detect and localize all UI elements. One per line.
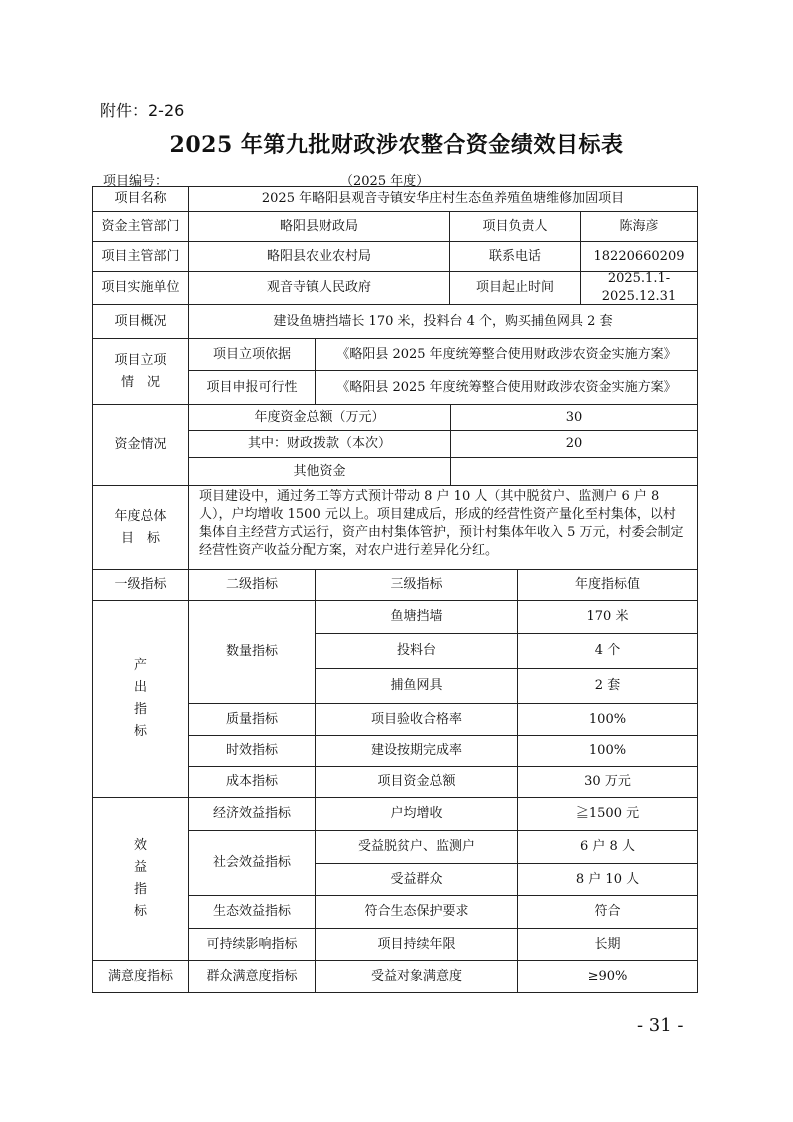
- period-value: 2025.1.1-2025.12.31: [580, 271, 698, 305]
- sustainability-indicator-value: 长期: [517, 928, 698, 961]
- output-char-3: 指: [133, 702, 147, 717]
- goal-label: [92, 485, 189, 570]
- sustainability-indicator-name: 项目持续年限: [315, 928, 518, 961]
- project-dept-value: 略阳县农业农村局: [188, 241, 450, 272]
- benefit-char-1: 效: [133, 838, 147, 853]
- feasibility-label: 项目申报可行性: [188, 370, 316, 405]
- approval-basis-value: 《略阳县 2025 年度统筹整合使用财政涉农资金实施方案》: [315, 338, 698, 371]
- satisfaction-level2-label: 群众满意度指标: [188, 960, 316, 993]
- output-char-1: 产: [133, 658, 147, 673]
- overview-value: 建设鱼塘挡墙长 170 米，投料台 4 个，购买捕鱼网具 2 套: [188, 304, 698, 339]
- fund-dept-label: 资金主管部门: [92, 211, 189, 242]
- quality-indicator-name: 项目验收合格率: [315, 703, 518, 736]
- goal-text: 项目建设中，通过务工等方式预计带动 8 户 10 人（其中脱贫户、监测户 6 户 8 人），户均增收 1500 元以上。项目建成后，形成的经营性资产量化至村集体，以村集体自主经营方式运行，资产由村集体管护，预计村集体年收入 5 万元，村委会制定经营性资产收益分配方案，对农户进行差异化分红。: [188, 485, 698, 570]
- phone-value: 18220660209: [580, 241, 698, 272]
- project-dept-label: 项目主管部门: [92, 241, 189, 272]
- funds-total-label: 年度资金总额（万元）: [188, 404, 451, 431]
- impl-unit-value: 观音寺镇人民政府: [188, 271, 450, 305]
- quantity-row-name: 捕鱼网具: [315, 668, 518, 704]
- header-level2: 二级指标: [188, 569, 316, 601]
- owner-label: 项目负责人: [449, 211, 581, 242]
- goal-label-line1: 年度总体: [114, 508, 167, 524]
- output-char-4: 标: [133, 724, 147, 739]
- timeliness-indicator-label: 时效指标: [188, 735, 316, 767]
- quantity-row-value: 2 套: [517, 668, 698, 704]
- cost-indicator-value: 30 万元: [517, 766, 698, 798]
- header-level1: 一级指标: [92, 569, 189, 601]
- page-number: - 31 -: [637, 1015, 684, 1036]
- benefit-char-3: 指: [133, 882, 147, 897]
- economic-indicator-value: ≧1500 元: [517, 797, 698, 831]
- funds-other-label: 其他资金: [188, 457, 451, 486]
- phone-label: 联系电话: [449, 241, 581, 272]
- economic-indicator-name: 户均增收: [315, 797, 518, 831]
- attachment-label: 附件：2-26: [100, 101, 185, 120]
- page-title: 2025 年第九批财政涉农整合资金绩效目标表: [169, 132, 624, 158]
- timeliness-indicator-value: 100%: [517, 735, 698, 767]
- fund-dept-value: 略阳县财政局: [188, 211, 450, 242]
- benefit-indicator-label: [92, 797, 189, 961]
- period-label: 项目起止时间: [449, 271, 581, 305]
- project-name-label: 项目名称: [92, 186, 189, 212]
- approval-label: [92, 338, 189, 405]
- funds-fiscal-value: 20: [450, 430, 698, 458]
- quantity-row-name: 投料台: [315, 633, 518, 669]
- ecological-indicator-value: 符合: [517, 895, 698, 929]
- header-level3: 三级指标: [315, 569, 518, 601]
- funds-label: 资金情况: [92, 404, 189, 486]
- impl-unit-label: 项目实施单位: [92, 271, 189, 305]
- funds-total-value: 30: [450, 404, 698, 431]
- quantity-indicator-label: 数量指标: [188, 600, 316, 704]
- satisfaction-indicator-label: 满意度指标: [92, 960, 189, 993]
- goal-label-line2: 目 标: [120, 530, 160, 546]
- cost-indicator-name: 项目资金总额: [315, 766, 518, 798]
- sustainability-indicator-label: 可持续影响指标: [188, 928, 316, 961]
- cost-indicator-label: 成本指标: [188, 766, 316, 798]
- funds-other-value: [450, 457, 698, 486]
- quantity-row-value: 170 米: [517, 600, 698, 634]
- quantity-row-value: 4 个: [517, 633, 698, 669]
- approval-label-line2: 情 况: [120, 374, 160, 390]
- benefit-char-2: 益: [133, 860, 147, 875]
- satisfaction-indicator-name: 受益对象满意度: [315, 960, 518, 993]
- owner-value: 陈海彦: [580, 211, 698, 242]
- benefit-char-4: 标: [133, 904, 147, 919]
- social-row-name: 受益群众: [315, 863, 518, 896]
- social-row-value: 6 户 8 人: [517, 830, 698, 864]
- approval-label-line1: 项目立项: [114, 352, 167, 368]
- quality-indicator-value: 100%: [517, 703, 698, 736]
- funds-fiscal-label: 其中：财政拨款（本次）: [188, 430, 451, 458]
- output-indicator-label: [92, 600, 189, 798]
- approval-basis-label: 项目立项依据: [188, 338, 316, 371]
- social-indicator-label: 社会效益指标: [188, 830, 316, 896]
- overview-label: 项目概况: [92, 304, 189, 339]
- year-label: （2025 年度）: [340, 174, 430, 189]
- social-row-value: 8 户 10 人: [517, 863, 698, 896]
- quantity-row-name: 鱼塘挡墙: [315, 600, 518, 634]
- output-char-2: 出: [133, 680, 147, 695]
- project-number-label: 项目编号：: [103, 174, 169, 189]
- feasibility-value: 《略阳县 2025 年度统筹整合使用财政涉农资金实施方案》: [315, 370, 698, 405]
- ecological-indicator-label: 生态效益指标: [188, 895, 316, 929]
- satisfaction-indicator-value: ≥90%: [517, 960, 698, 993]
- header-value: 年度指标值: [517, 569, 698, 601]
- social-row-name: 受益脱贫户、监测户: [315, 830, 518, 864]
- project-name-value: 2025 年略阳县观音寺镇安华庄村生态鱼养殖鱼塘维修加固项目: [188, 186, 698, 212]
- ecological-indicator-name: 符合生态保护要求: [315, 895, 518, 929]
- quality-indicator-label: 质量指标: [188, 703, 316, 736]
- economic-indicator-label: 经济效益指标: [188, 797, 316, 831]
- timeliness-indicator-name: 建设按期完成率: [315, 735, 518, 767]
